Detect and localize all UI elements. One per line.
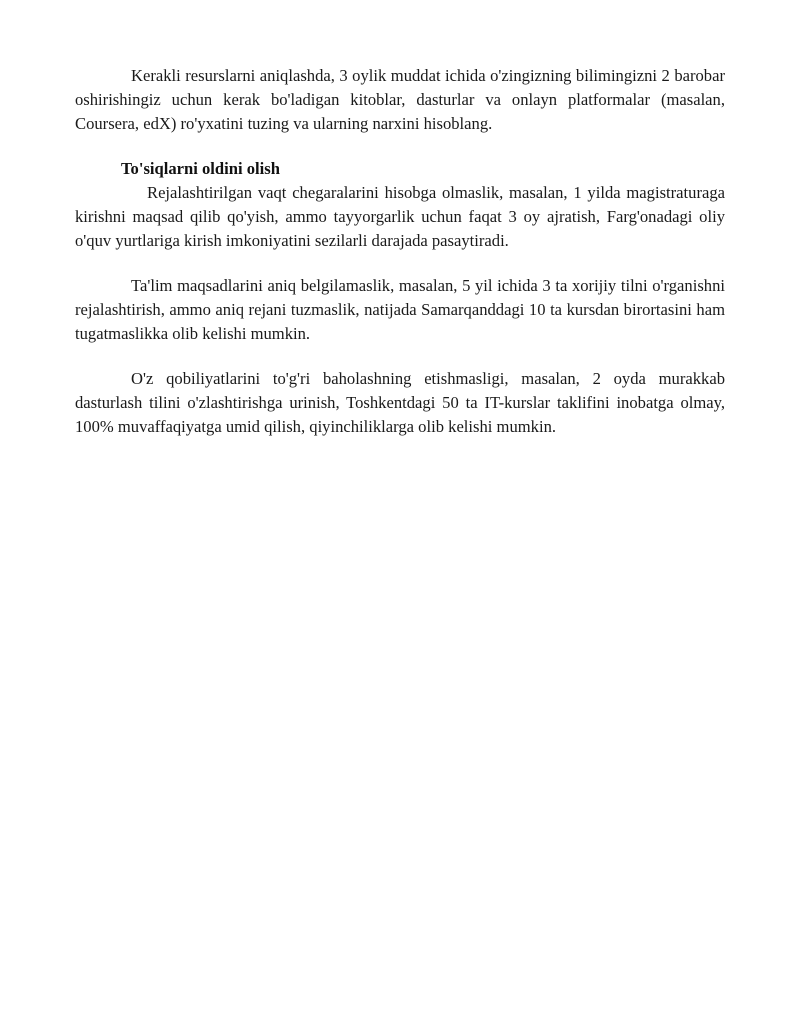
paragraph-self-assessment: O'z qobiliyatlarini to'g'ri baholashning etishmasligi, masalan, 2 oyda murakkab dasturlash tilini o'zlashtirishga urinish, Toshkentdagi 50 ta IT-kurslar taklifini inobatga olmay, 100% muvaffaqiyatga umid qilish, qiyinchiliklarga olib kelishi mumkin. xyxy=(75,369,725,436)
document-body xyxy=(75,64,725,460)
paragraph-time-limits: Rejalashtirilgan vaqt chegaralarini hisobga olmaslik, masalan, 1 yilda magistraturaga kirishni maqsad qilib qo'yish, ammo tayyorgarlik uchun faqat 3 oy ajratish, Farg'onadagi oliy o'quv yurtlariga kirish imkoniyatini sezilarli darajada pasaytiradi. xyxy=(75,183,725,250)
section-heading: To'siqlarni oldini olish xyxy=(121,159,280,178)
paragraph-resources: Kerakli resurslarni aniqlashda, 3 oylik muddat ichida o'zingizning bilimingizni 2 barobar oshirishingiz uchun kerak bo'ladigan kitoblar, dasturlar va onlayn platformalar (masalan, Coursera, edX) ro'yxatini tuzing va ularning narxini hisoblang. xyxy=(75,66,725,133)
paragraph-education-goals: Ta'lim maqsadlarini aniq belgilamaslik, masalan, 5 yil ichida 3 ta xorijiy tilni o'rganishni rejalashtirish, ammo aniq rejani tuzmaslik, natijada Samarqanddagi 10 ta kursdan birortasini ham tugatmaslikka olib kelishi mumkin. xyxy=(75,276,725,343)
